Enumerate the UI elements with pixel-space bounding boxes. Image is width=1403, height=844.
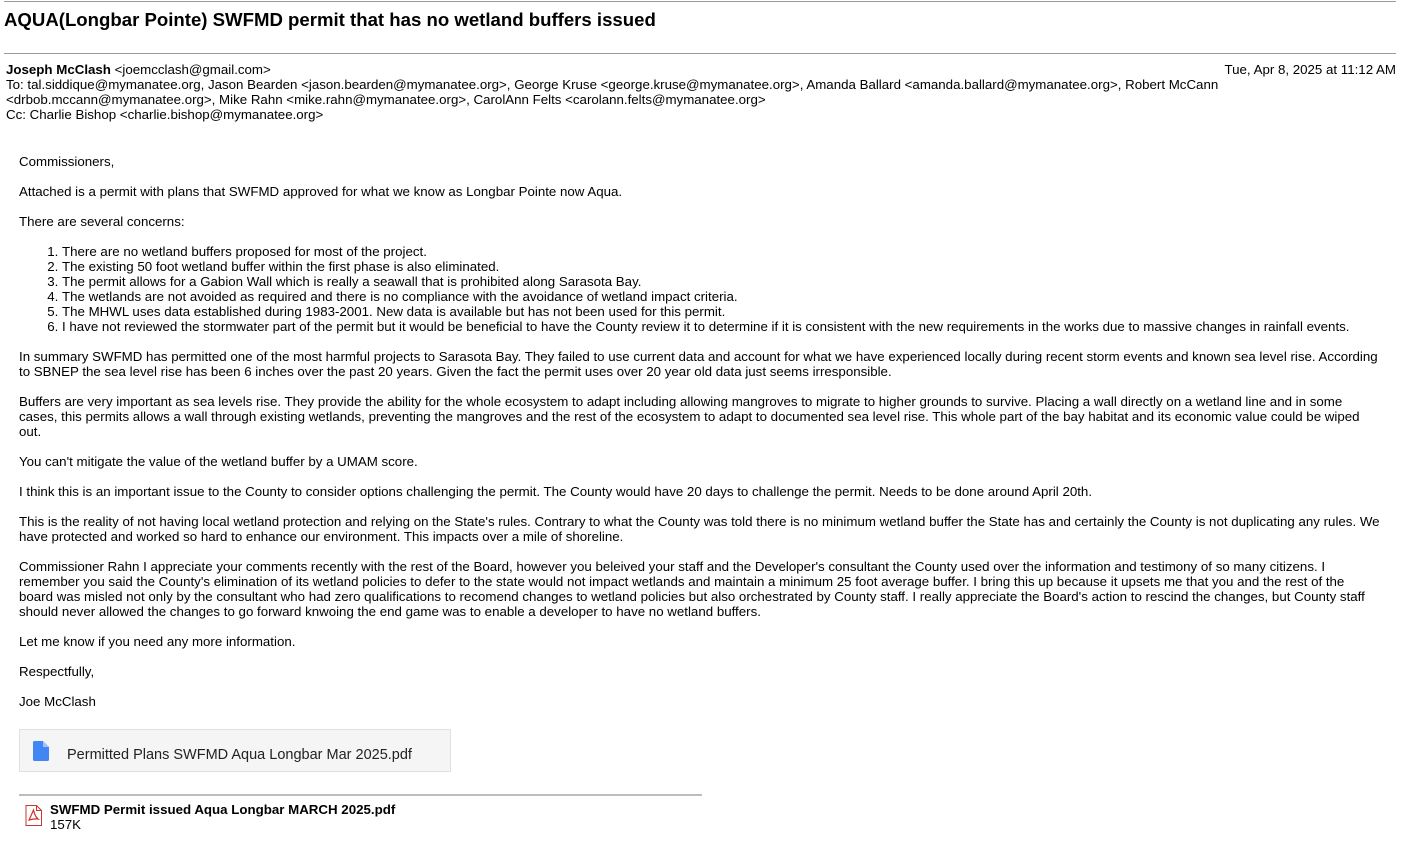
- concern-item: 1. There are no wetland buffers proposed for most of the project.: [62, 244, 1381, 259]
- email-header: [6, 62, 1396, 122]
- cc-recipients: Cc: Charlie Bishop <charlie.bishop@mymanatee.org>: [6, 107, 324, 122]
- drive-attachment-card[interactable]: [19, 729, 451, 772]
- to-recipients-line-2: <drbob.mccann@mymanatee.org>, Mike Rahn <mike.rahn@mymanatee.org>, CarolAnn Felts <carolann.felts@mymanatee.org>: [6, 92, 766, 107]
- paragraph-rahn: Commissioner Rahn I appreciate your comments recently with the rest of the Board, however you beleived your staff and the Developer's consultant the County used over the information and testimony of so many citizens. I remember you said the County's elimination of its wetland policies to defer to the state would not impact wetlands and maintain a minimum 25 foot average buffer. I bring this up because it upsets me that you and the rest of the board was misled not only by the consultant who had zero qualifications to recomend changes to wetland policies but also orchestrated by County staff. I really appreciate the Board's action to rescind the changes, but County staff should never allowed the changes to go forward knwoing the end game was to enable a developer to have no wetland buffers.: [19, 559, 1365, 619]
- paragraph-challenge: I think this is an important issue to the County to consider options challenging the permit. The County would have 20 days to challenge the permit. Needs to be done around April 20th.: [19, 484, 1093, 499]
- paragraph-buffers: Buffers are very important as sea levels rise. They provide the ability for the whole ecosystem to adapt including allowing mangroves to migrate to higher grounds to survive. Placing a wall directly on a wetland line and in some cases, this permits allows a wall through existing wetlands, preventing the mangroves and the rest of the ecosystem to adapt to documented sea level rise. This whole part of the bay habitat and its economic value could be wiped out.: [19, 394, 1360, 439]
- paragraph-reality: This is the reality of not having local wetland protection and relying on the State's rules. Contrary to what the County was told there is no minimum wetland buffer the State has and certainly the County is not duplicating any rules. We have protected and worked so hard to enhance our environment. This impacts over a mile of shoreline.: [19, 514, 1380, 544]
- pdf-attachment-size: 157K: [50, 817, 82, 832]
- to-recipients-line-1: To: tal.siddique@mymanatee.org, Jason Bearden <jason.bearden@mymanatee.org>, George Kruse <george.kruse@mymanatee.org>, Amanda Ballard <amanda.ballard@mymanatee.org>, Robert McCann: [6, 77, 1219, 92]
- concern-item: 4. The wetlands are not avoided as required and there is no compliance with the avoidance of wetland impact criteria.: [62, 289, 1381, 304]
- drive-attachment-name[interactable]: Permitted Plans SWFMD Aqua Longbar Mar 2025.pdf: [67, 747, 412, 763]
- sender-email: <joemcclash@gmail.com>: [114, 62, 271, 77]
- closing: Respectfully,: [19, 664, 95, 679]
- paragraph-concerns-intro: There are several concerns:: [19, 214, 185, 229]
- sender-name[interactable]: Joseph McClash: [6, 62, 111, 77]
- concern-item: 2. The existing 50 foot wetland buffer within the first phase is also eliminated.: [62, 259, 1381, 274]
- paragraph-umam: You can't mitigate the value of the wetland buffer by a UMAM score.: [19, 454, 418, 469]
- attachment-divider: [19, 794, 702, 796]
- signature: Joe McClash: [19, 694, 96, 709]
- greeting: Commissioners,: [19, 154, 115, 169]
- paragraph-attached: Attached is a permit with plans that SWFMD approved for what we know as Longbar Pointe now Aqua.: [19, 184, 623, 199]
- paragraph-summary: In summary SWFMD has permitted one of the most harmful projects to Sarasota Bay. They failed to use current data and account for what we have experienced locally during recent storm events and known sea level rise. According to SBNEP the sea level rise has been 6 inches over the past 20 years. Given the fact the permit uses over 20 year old data just seems irresponsible.: [19, 349, 1378, 379]
- header-divider: [4, 53, 1396, 54]
- top-divider: [4, 1, 1396, 2]
- email-body: [19, 154, 1381, 724]
- concern-item: 5. The MHWL uses data established during 1983-2001. New data is available but has not been used for this permit.: [62, 304, 1381, 319]
- email-date: Tue, Apr 8, 2025 at 11:12 AM: [1224, 62, 1396, 77]
- from-row: [6, 62, 1396, 77]
- concerns-list: [19, 244, 1381, 334]
- concern-item: 6. I have not reviewed the stormwater part of the permit but it would be beneficial to have the County review it to determine if it is consistent with the new requirements in the works due to massive changes in rainfall events.: [62, 319, 1381, 334]
- concern-item: 3. The permit allows for a Gabion Wall which is really a seawall that is prohibited along Sarasota Bay.: [62, 274, 1381, 289]
- pdf-attachment-name[interactable]: SWFMD Permit issued Aqua Longbar MARCH 2025.pdf: [50, 802, 396, 817]
- pdf-icon: [25, 805, 42, 826]
- paragraph-info: Let me know if you need any more information.: [19, 634, 296, 649]
- email-subject: AQUA(Longbar Pointe) SWFMD permit that has no wetland buffers issued: [4, 9, 656, 30]
